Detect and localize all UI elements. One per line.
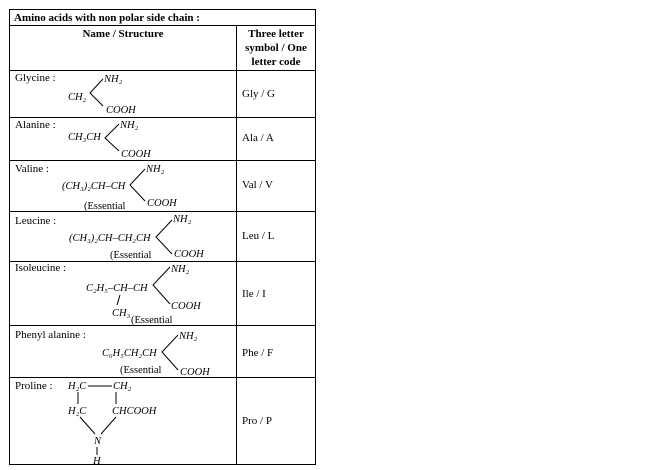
amino-acid-name: Glycine : [15,72,56,84]
ring-bottom-right: CHCOOH [112,406,157,417]
table-row [15,380,272,467]
amino-group: NH₂ [179,331,198,342]
amino-acid-name: Valine : [15,163,49,175]
amino-acid-name: Isoleucine : [15,262,67,274]
amino-acid-name: Phenyl alanine : [15,329,86,341]
carboxyl-group: COOH [147,198,177,209]
table-caption: Amino acids with non polar side chain : [14,12,200,24]
side-chain-formula: C₆H₅CH₂CH [102,348,157,359]
amino-acid-code: Val / V [242,179,273,191]
code-header-line-2: symbol / One [245,42,307,54]
alpha-carbon-bonds [105,124,119,151]
ring-bond-n-right [101,417,116,434]
carboxyl-group: COOH [180,367,210,378]
ring-bottom-left: H₂C [68,406,87,417]
table-row [15,262,266,326]
side-chain-formula: CH₂ [68,92,87,103]
amino-acid-code: Pro / P [242,415,272,427]
alpha-carbon-bonds [130,169,145,201]
amino-acid-name: Proline : [15,380,53,392]
table-row [15,214,275,261]
code-header-line-1: Three letter [248,28,304,40]
table-row [15,119,274,160]
carboxyl-group: COOH [121,149,151,160]
amino-acid-name: Alanine : [15,119,56,131]
ring-bond-n-left [80,417,95,434]
ring-top-right: CH₂ [113,381,132,392]
code-header-line-3: letter code [251,56,301,68]
amino-acid-name: Leucine : [15,215,57,227]
amino-acid-code: Gly / G [242,88,275,100]
alpha-carbon-bonds [162,335,178,370]
ring-hydrogen: H [93,456,101,467]
amino-group: NH₂ [146,164,165,175]
carboxyl-group: COOH [106,105,136,116]
amino-acid-code: Ala / A [242,132,274,144]
name-structure-header: Name / Structure [82,28,164,40]
carboxyl-group: COOH [174,249,204,260]
amino-acid-code: Phe / F [242,347,274,359]
alpha-carbon-bonds [153,267,170,304]
amino-acid-code: Leu / L [242,230,275,242]
table-row [15,329,273,378]
side-chain-formula: (CH₃)₂CH–CH [62,181,126,192]
side-chain-formula: C₂H₅–CH–CH [86,283,148,294]
amino-group: NH₂ [171,264,190,275]
ring-nitrogen: N [94,436,102,447]
branch-bond [117,295,120,305]
alpha-carbon-bonds [90,79,103,106]
side-chain-formula: CH₃CH [68,132,101,143]
amino-group: NH₂ [104,74,123,85]
amino-group: NH₂ [120,120,139,131]
essential-note: (Essential [84,201,126,212]
essential-note: (Essential [110,250,152,261]
amino-group: NH₂ [173,214,192,225]
alpha-carbon-bonds [156,220,172,254]
carboxyl-group: COOH [171,301,201,312]
side-chain-formula: (CH₃)₂CH–CH₂CH [69,233,151,244]
essential-note: (Essential [131,315,173,326]
branch-group: CH₃ [112,308,131,319]
table-row [15,163,273,212]
amino-acid-code: Ile / I [242,288,266,300]
ring-top-left: H₂C [68,381,87,392]
essential-note: (Essential [120,365,162,376]
